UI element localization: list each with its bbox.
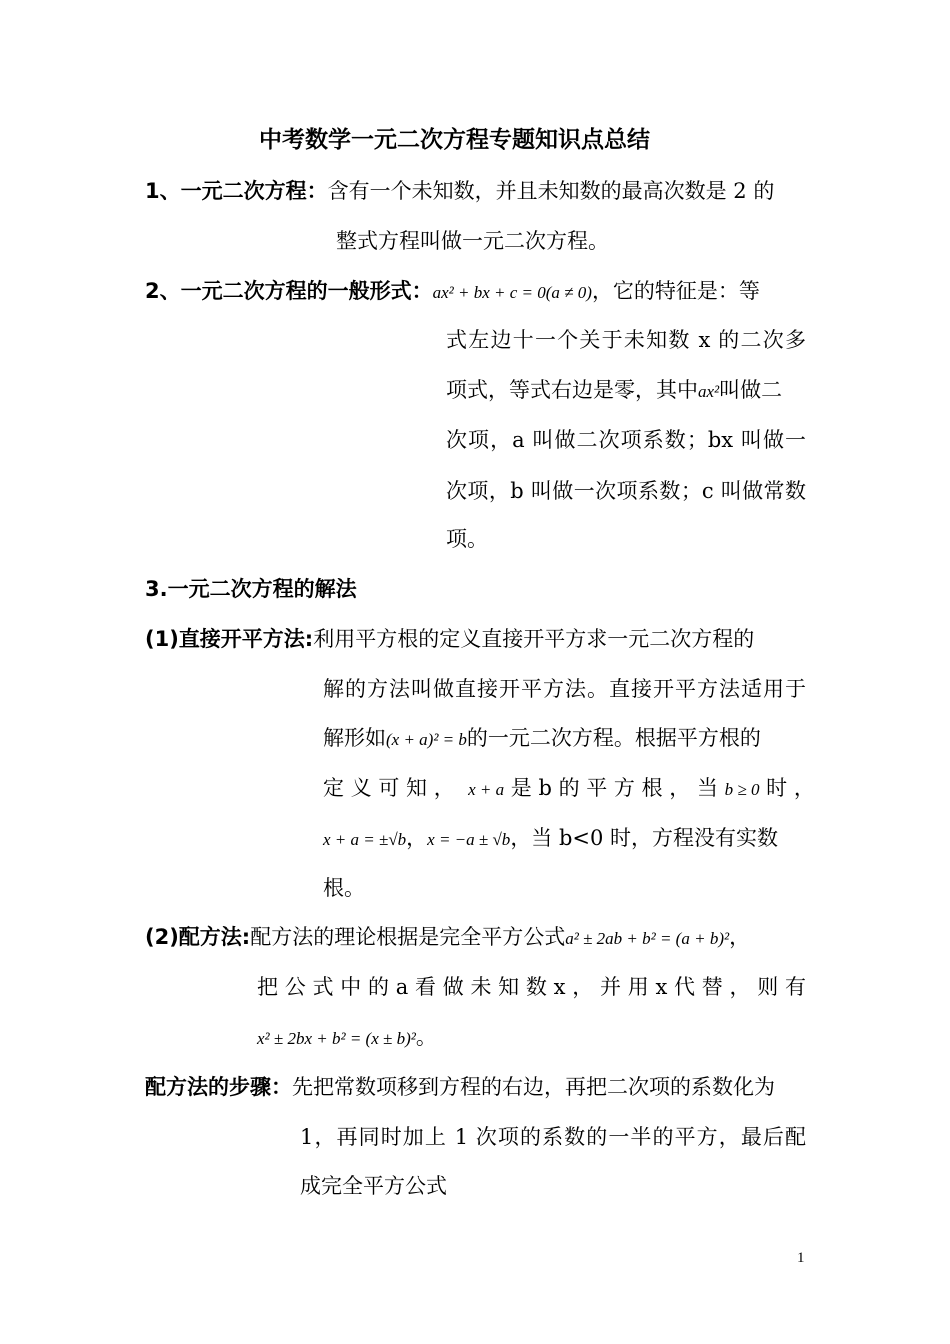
method-2-text-2: 把 公 式 中 的 a 看 做 未 知 数 x ， 并 用 x 代 替 ， 则 有	[257, 975, 806, 999]
method-1-text-3a: 解形如	[323, 726, 386, 750]
section-3-heading: 3.一元二次方程的解法	[145, 577, 357, 601]
method-1-line-5	[323, 823, 778, 855]
steps-label: 配方法的步骤：	[145, 1075, 292, 1099]
section-2-line-3	[446, 375, 782, 407]
method-2-text-1: 配方法的理论根据是完全平方公式	[250, 925, 566, 949]
section-2-text-5: 次项，b 叫做一次项系数；c 叫做常数	[446, 479, 806, 503]
x-perfect-square-formula: x² ± 2bx + b² = (x ± b)²	[257, 1029, 416, 1048]
method-1-text-5b: ，当 b<0 时，方程没有实数	[510, 826, 779, 850]
method-1-line-1	[145, 624, 754, 654]
method-2-text-1-tail: ，	[729, 925, 751, 949]
perfect-square-formula: a² ± 2ab + b² = (a + b)²	[565, 929, 730, 948]
method-1-text-1: 利用平方根的定义直接开平方求一元二次方程的	[313, 627, 755, 651]
page-title: 中考数学一元二次方程专题知识点总结	[259, 127, 650, 153]
page-number: 1	[797, 1250, 805, 1266]
section-2-line-1	[145, 276, 760, 308]
section-2-text-6: 项。	[446, 527, 488, 551]
method-1-text-4a: 定 义 可 知 ，	[323, 776, 455, 800]
steps-text-1: 先把常数项移到方程的右边，再把二次项的系数化为	[292, 1075, 775, 1099]
steps-text-3: 成完全平方公式	[300, 1174, 447, 1198]
method-1-text-3b: 的一元二次方程。根据平方根的	[466, 726, 761, 750]
section-2-label: 2、一元二次方程的一般形式：	[145, 279, 433, 303]
general-form-formula: ax² + bx + c = 0(a ≠ 0)	[432, 283, 592, 302]
root-formula-1: x + a = ±√b	[323, 830, 407, 849]
method-2-label: (2)配方法:	[145, 925, 251, 949]
section-2-text-1: ，它的特征是：等	[591, 279, 760, 303]
steps-line-1	[145, 1072, 775, 1102]
method-2-line-1	[145, 922, 750, 954]
method-1-text-2: 解的方法叫做直接开平方法。直接开平方法适用于	[323, 677, 806, 701]
root-formula-2: x = −a ± √b	[427, 830, 511, 849]
ax2-term: ax²	[698, 382, 720, 401]
method-2-text-3-tail: 。	[415, 1025, 437, 1049]
square-form-formula: (x + a)² = b	[386, 730, 467, 749]
method-1-line-3	[323, 723, 761, 755]
method-2-line-3	[257, 1022, 437, 1054]
x-plus-a-term: x + a	[468, 780, 505, 799]
section-1-text-1: 含有一个未知数，并且未知数的最高次数是 2 的	[327, 179, 775, 203]
method-1-sep: ，	[406, 826, 428, 850]
section-2-text-3b: 叫做二	[719, 378, 783, 402]
section-1-label: 1、一元二次方程：	[145, 179, 328, 203]
method-1-line-4	[323, 773, 815, 805]
section-2-text-2: 式左边十一个关于未知数 x 的二次多	[446, 328, 806, 352]
method-1-text-4b: 是 b 的 平 方 根 ， 当	[510, 776, 718, 800]
b-nonneg-condition: b ≥ 0	[724, 780, 760, 799]
section-1-line-1	[145, 176, 774, 206]
method-1-label: (1)直接开平方法:	[145, 627, 314, 651]
section-2-text-4: 次项，a 叫做二次项系数；bx 叫做一	[446, 428, 806, 452]
section-1-text-2: 整式方程叫做一元二次方程。	[336, 229, 609, 253]
method-1-text-6: 根。	[323, 876, 365, 900]
method-1-text-4c: 时 ，	[766, 776, 815, 800]
section-2-text-3a: 项式，等式右边是零，其中	[446, 378, 698, 402]
steps-text-2: 1，再同时加上 1 次项的系数的一半的平方，最后配	[300, 1125, 806, 1149]
